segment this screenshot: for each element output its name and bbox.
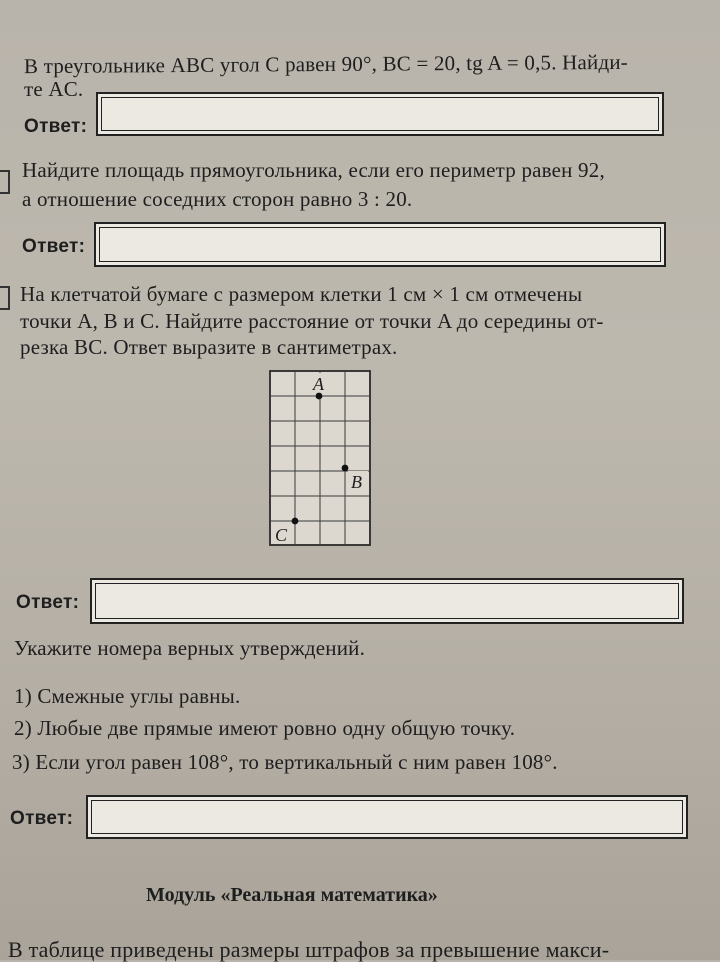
point-b-dot xyxy=(342,465,349,472)
point-c-dot xyxy=(292,518,299,525)
task-area-line-1: В треугольнике ABC угол C равен 90°, BC = 20, tg A = 0,5. Найди- xyxy=(23,49,629,79)
task-rect-line-1: Найдите площадь прямоугольника, если его периметр равен 92, xyxy=(22,158,605,182)
answer-field-2[interactable] xyxy=(94,222,666,267)
answer-field-3[interactable] xyxy=(90,578,684,624)
module-title: Модуль «Реальная математика» xyxy=(146,884,438,906)
point-b-label: B xyxy=(351,472,362,492)
answer-field-1[interactable] xyxy=(96,92,664,136)
answer-label-1: Ответ: xyxy=(24,116,88,137)
point-c-label: C xyxy=(275,525,288,545)
task-number-box-3 xyxy=(0,286,10,310)
statements-prompt: Укажите номера верных утверждений. xyxy=(14,636,366,660)
grid-figure xyxy=(262,365,378,551)
next-task-line: В таблице приведены размеры штрафов за превышение макси- xyxy=(8,937,610,962)
task-grid-line-2: точки A, B и C. Найдите расстояние от точки A до середины от- xyxy=(20,309,604,333)
point-a-label: A xyxy=(313,374,324,394)
task-rect-line-2: а отношение соседних сторон равно 3 : 20. xyxy=(22,187,413,211)
statement-3: 3) Если угол равен 108°, то вертикальный с ним равен 108°. xyxy=(12,750,558,774)
answer-label-2: Ответ: xyxy=(22,236,86,257)
statement-2: 2) Любые две прямые имеют ровно одну общую точку. xyxy=(14,716,516,740)
answer-label-3: Ответ: xyxy=(16,592,80,613)
statement-1: 1) Смежные углы равны. xyxy=(14,684,241,708)
task-grid-line-3: резка BC. Ответ выразите в сантиметрах. xyxy=(20,335,398,359)
answer-label-4: Ответ: xyxy=(10,808,74,829)
task-number-box-2 xyxy=(0,170,10,194)
answer-field-4[interactable] xyxy=(86,795,688,839)
task-area-line-2: те AC. xyxy=(24,77,84,101)
task-grid-line-1: На клетчатой бумаге с размером клетки 1 см × 1 см отмечены xyxy=(20,282,583,306)
